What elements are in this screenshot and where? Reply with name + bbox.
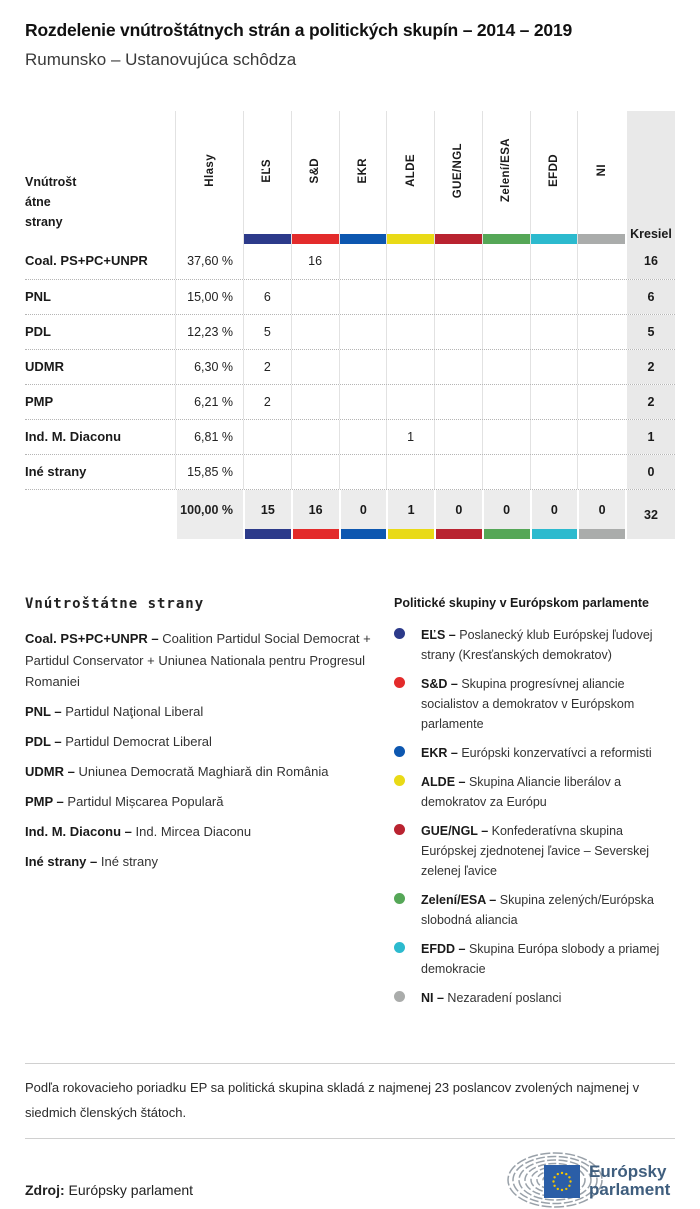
group-color-dot (394, 824, 405, 835)
group-color-bar (245, 529, 291, 539)
group-seats-cell (530, 420, 578, 454)
group-seats-cell: 16 (291, 244, 339, 279)
group-color-dot (394, 893, 405, 904)
footer (25, 1149, 675, 1209)
legend-party-item: PNL – Partidul Naţional Liberal (25, 704, 204, 719)
group-color-bar (340, 234, 387, 244)
votes-column-header-cell (175, 111, 243, 244)
group-column-header: S&D (309, 157, 322, 184)
group-seats-cell (243, 244, 291, 279)
group-seats-cell (243, 420, 291, 454)
group-color-bar (244, 234, 291, 244)
party-name: Iné strany (25, 464, 87, 479)
group-seats-cell (291, 315, 339, 349)
group-color-dot (394, 628, 405, 639)
group-column-header-cell (243, 111, 291, 244)
group-color-dot (394, 746, 405, 757)
group-seats-cell: 2 (243, 385, 291, 419)
group-seats-cell (530, 455, 578, 489)
group-seats-cell (482, 315, 530, 349)
group-seats-cell (243, 455, 291, 489)
votes-value: 15,00 % (175, 280, 243, 314)
total-seats-value: 32 (625, 490, 675, 539)
total-group-cell: 16 (291, 490, 339, 539)
group-seats-cell: 1 (386, 420, 434, 454)
legend-section (25, 596, 675, 1017)
group-seats-cell (434, 280, 482, 314)
group-color-bar (531, 234, 578, 244)
group-seats-cell (577, 280, 625, 314)
group-color-bar (483, 234, 530, 244)
group-seats-cell (482, 420, 530, 454)
total-seats-cell: 16 (625, 244, 675, 279)
group-seats-cell (482, 385, 530, 419)
total-group-cell: 0 (577, 490, 625, 539)
group-seats-cell (339, 385, 387, 419)
group-seats-cell (482, 350, 530, 384)
logo-text-line1: Európsky (589, 1162, 667, 1181)
group-color-bar (292, 234, 339, 244)
votes-value: 15,85 % (175, 455, 243, 489)
party-name: Ind. M. Diaconu (25, 429, 122, 444)
group-column-header-cell (530, 111, 578, 244)
table-row (25, 384, 675, 419)
group-seats-cell (386, 455, 434, 489)
legend-group-item: ALDE – Skupina Aliancie liberálov a demokratov za Európu (394, 772, 675, 812)
group-seats-cell (291, 280, 339, 314)
group-color-dot (394, 677, 405, 688)
group-color-dot (394, 991, 405, 1002)
table-row (25, 419, 675, 454)
divider (25, 1138, 675, 1139)
group-seats-cell (530, 315, 578, 349)
party-column-header: Vnútrošt átne strany (25, 175, 77, 229)
group-column-header-cell (482, 111, 530, 244)
group-seats-cell (530, 385, 578, 419)
group-seats-cell (577, 244, 625, 279)
group-seats-cell (339, 280, 387, 314)
group-seats-cell (434, 385, 482, 419)
table-row (25, 454, 675, 489)
total-group-cell: 0 (482, 490, 530, 539)
group-seats-cell (339, 350, 387, 384)
party-name: PDL (25, 324, 51, 339)
group-seats-cell (577, 315, 625, 349)
group-seats-cell (577, 385, 625, 419)
votes-value: 6,30 % (175, 350, 243, 384)
eu-flag (544, 1165, 580, 1198)
footnote: Podľa rokovacieho poriadku EP sa politická skupina skladá z najmenej 23 poslancov zvolených najmenej v siedmich členských štátoch. (25, 1080, 640, 1120)
group-column-header-cell (339, 111, 387, 244)
group-column-header: Zelení/ESA (500, 138, 513, 203)
legend-group-item: Zelení/ESA – Skupina zelených/Európska slobodná aliancia (394, 890, 675, 930)
group-seats-cell (291, 350, 339, 384)
source-value: Európsky parlament (68, 1182, 194, 1198)
group-color-bar (388, 529, 434, 539)
political-groups-legend (394, 596, 675, 1017)
legend-party-item: PMP – Partidul Mișcarea Populară (25, 794, 224, 809)
group-column-header: EFDD (547, 154, 560, 187)
total-seats-cell: 2 (625, 350, 675, 384)
table-row (25, 314, 675, 349)
group-seats-cell (291, 420, 339, 454)
group-seats-cell (339, 455, 387, 489)
legend-group-item: EĽS – Poslanecký klub Európskej ľudovej strany (Kresťanských demokratov) (394, 625, 675, 665)
table-row (25, 244, 675, 279)
political-groups-heading: Politické skupiny v Európskom parlamente (394, 596, 649, 610)
total-seats-cell: 1 (625, 420, 675, 454)
group-seats-cell (434, 244, 482, 279)
group-column-header: GUE/NGL (452, 142, 465, 199)
group-column-header: EKR (356, 157, 369, 184)
group-color-dot (394, 775, 405, 786)
parties-groups-table (25, 111, 675, 539)
group-seats-cell (577, 455, 625, 489)
group-color-bar (435, 234, 482, 244)
table-row (25, 279, 675, 314)
group-seats-cell (291, 455, 339, 489)
group-seats-cell (434, 350, 482, 384)
votes-column-header: Hlasy (203, 154, 216, 187)
group-seats-cell (530, 280, 578, 314)
group-color-bar (387, 234, 434, 244)
group-seats-cell (386, 385, 434, 419)
group-seats-cell: 5 (243, 315, 291, 349)
party-name: UDMR (25, 359, 64, 374)
total-group-cell: 0 (339, 490, 387, 539)
group-seats-cell (339, 420, 387, 454)
legend-party-item: PDL – Partidul Democrat Liberal (25, 734, 212, 749)
group-seats-cell (434, 455, 482, 489)
group-seats-cell (530, 350, 578, 384)
votes-value: 6,21 % (175, 385, 243, 419)
source-line (25, 1160, 193, 1198)
votes-value: 12,23 % (175, 315, 243, 349)
total-group-cell: 15 (243, 490, 291, 539)
group-seats-cell (530, 244, 578, 279)
total-votes-value: 100,00 % (175, 490, 243, 539)
group-column-header-cell (434, 111, 482, 244)
group-color-bar (578, 234, 625, 244)
group-column-header: EĽS (261, 158, 274, 183)
group-column-header: NI (595, 164, 608, 177)
total-group-cell: 0 (530, 490, 578, 539)
group-color-bar (293, 529, 339, 539)
legend-group-item: EFDD – Skupina Európa slobody a priamej demokracie (394, 939, 675, 979)
group-seats-cell (482, 280, 530, 314)
legend-party-item: Ind. M. Diaconu – Ind. Mircea Diaconu (25, 824, 252, 839)
logo-text-line2: parlament (589, 1180, 671, 1199)
party-name: PMP (25, 394, 54, 409)
group-seats-cell (386, 315, 434, 349)
national-parties-legend (25, 596, 378, 1017)
national-parties-heading: Vnútroštátne strany (25, 596, 205, 612)
total-seats-cell: 2 (625, 385, 675, 419)
group-column-header: ALDE (404, 154, 417, 187)
total-empty-cell (25, 490, 175, 539)
group-color-bar (484, 529, 530, 539)
total-seats-cell: 0 (625, 455, 675, 489)
group-seats-cell (482, 455, 530, 489)
group-seats-cell (339, 244, 387, 279)
party-name: Coal. PS+PC+UNPR (25, 253, 148, 268)
group-column-header-cell (386, 111, 434, 244)
group-color-bar (579, 529, 625, 539)
total-group-cell: 0 (434, 490, 482, 539)
group-seats-cell (291, 385, 339, 419)
total-group-cell: 1 (386, 490, 434, 539)
table-total-row (25, 489, 675, 539)
source-label: Zdroj: (25, 1182, 65, 1198)
total-seats-cell: 6 (625, 280, 675, 314)
group-seats-cell (577, 350, 625, 384)
seats-column-header-cell (625, 111, 675, 244)
legend-party-item: Coal. PS+PC+UNPR – Coalition Partidul Social Democrat + Partidul Conservator + Uniunea Nationala pentru Progresul Romaniei (25, 631, 371, 689)
legend-group-item: EKR – Európski konzervatívci a reformisti (394, 743, 675, 763)
group-seats-cell (434, 315, 482, 349)
group-seats-cell: 2 (243, 350, 291, 384)
group-seats-cell (386, 280, 434, 314)
group-seats-cell (482, 244, 530, 279)
group-color-bar (341, 529, 387, 539)
page-subtitle: Rumunsko – Ustanovujúca schôdza (25, 50, 297, 69)
table-header-row (25, 111, 675, 244)
table-row (25, 349, 675, 384)
group-seats-cell (434, 420, 482, 454)
legend-group-item: S&D – Skupina progresívnej aliancie socialistov a demokratov v Európskom parlamente (394, 674, 675, 734)
european-parliament-logo (505, 1149, 675, 1209)
legend-party-item: UDMR – Uniunea Democratǎ Maghiarǎ din România (25, 764, 329, 779)
legend-group-item: NI – Nezaradení poslanci (394, 988, 675, 1008)
votes-value: 37,60 % (175, 244, 243, 279)
party-column-header-cell (25, 111, 175, 244)
group-color-bar (436, 529, 482, 539)
votes-value: 6,81 % (175, 420, 243, 454)
group-seats-cell (339, 315, 387, 349)
group-seats-cell (577, 420, 625, 454)
group-color-dot (394, 942, 405, 953)
legend-party-item: Iné strany – Iné strany (25, 854, 158, 869)
group-seats-cell (386, 244, 434, 279)
group-seats-cell (386, 350, 434, 384)
group-column-header-cell (291, 111, 339, 244)
group-seats-cell: 6 (243, 280, 291, 314)
seats-column-header: Kresiel (630, 227, 672, 241)
legend-group-item: GUE/NGL – Konfederatívna skupina Európskej zjednotenej ľavice – Severskej zelenej ľavice (394, 821, 675, 881)
page-title: Rozdelenie vnútroštátnych strán a politických skupín – 2014 – 2019 (25, 20, 573, 40)
total-seats-cell: 5 (625, 315, 675, 349)
group-color-bar (532, 529, 578, 539)
group-column-header-cell (577, 111, 625, 244)
party-name: PNL (25, 289, 51, 304)
